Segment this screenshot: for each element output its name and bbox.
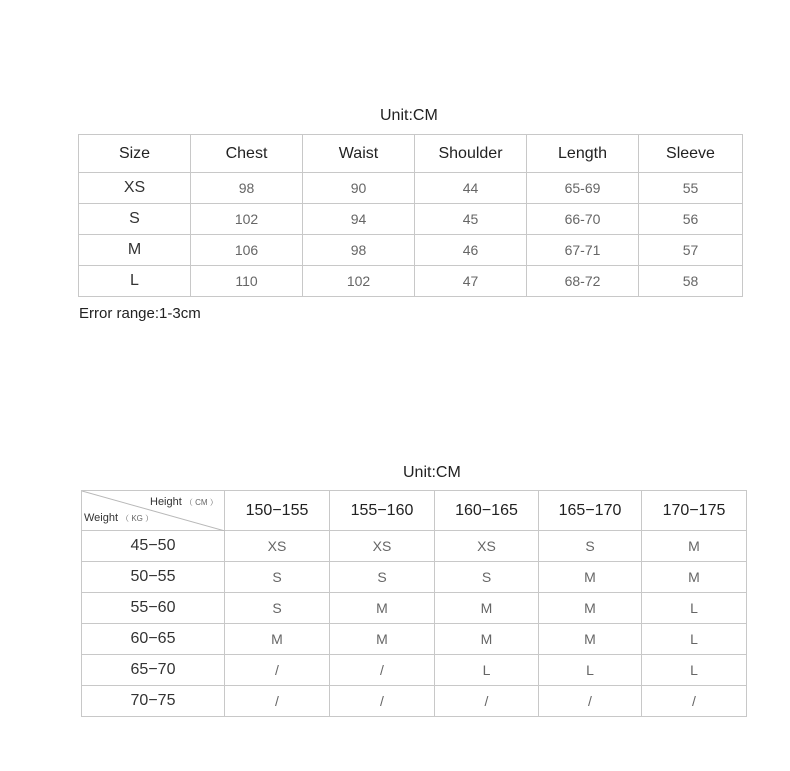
size-cell: / xyxy=(435,686,539,717)
weight-cell: 45−50 xyxy=(82,531,225,562)
weight-cell: 65−70 xyxy=(82,655,225,686)
size-cell: L xyxy=(539,655,642,686)
size-cell: / xyxy=(539,686,642,717)
size-cell: / xyxy=(642,686,747,717)
size-chart-unit: Unit:CM xyxy=(380,107,438,124)
shoulder-cell: 44 xyxy=(415,173,527,204)
header-length: Length xyxy=(527,135,639,173)
weight-cell: 60−65 xyxy=(82,624,225,655)
chest-cell: 98 xyxy=(191,173,303,204)
size-cell: M xyxy=(642,531,747,562)
size-cell: S xyxy=(225,593,330,624)
chest-cell: 102 xyxy=(191,204,303,235)
size-cell: M xyxy=(539,562,642,593)
size-cell: M xyxy=(642,562,747,593)
size-cell: M xyxy=(79,235,191,266)
size-cell: M xyxy=(435,624,539,655)
table-row xyxy=(82,531,747,562)
length-cell: 67-71 xyxy=(527,235,639,266)
table-row xyxy=(82,686,747,717)
weight-cell: 50−55 xyxy=(82,562,225,593)
height-axis-label: Height （ CM ） xyxy=(150,496,218,508)
length-cell: 65-69 xyxy=(527,173,639,204)
size-cell: / xyxy=(330,686,435,717)
length-cell: 66-70 xyxy=(527,204,639,235)
fit-chart-table xyxy=(81,490,747,717)
waist-cell: 98 xyxy=(303,235,415,266)
size-cell: XS xyxy=(225,531,330,562)
size-cell: M xyxy=(435,593,539,624)
table-row xyxy=(79,266,743,297)
sleeve-cell: 56 xyxy=(639,204,743,235)
size-cell: M xyxy=(330,624,435,655)
table-row xyxy=(79,173,743,204)
height-header: 160−165 xyxy=(435,491,539,531)
header-shoulder: Shoulder xyxy=(415,135,527,173)
size-cell: / xyxy=(330,655,435,686)
table-row xyxy=(82,624,747,655)
height-header: 150−155 xyxy=(225,491,330,531)
size-cell: / xyxy=(225,686,330,717)
fit-chart-unit: Unit:CM xyxy=(403,464,461,481)
table-row xyxy=(82,562,747,593)
header-chest: Chest xyxy=(191,135,303,173)
size-cell: S xyxy=(539,531,642,562)
size-cell: / xyxy=(225,655,330,686)
size-cell: S xyxy=(330,562,435,593)
size-cell: L xyxy=(79,266,191,297)
size-cell: M xyxy=(539,593,642,624)
shoulder-cell: 45 xyxy=(415,204,527,235)
size-cell: XS xyxy=(330,531,435,562)
height-header: 155−160 xyxy=(330,491,435,531)
size-cell: L xyxy=(435,655,539,686)
size-cell: M xyxy=(330,593,435,624)
chest-cell: 106 xyxy=(191,235,303,266)
size-cell: L xyxy=(642,593,747,624)
waist-cell: 90 xyxy=(303,173,415,204)
size-cell: L xyxy=(642,624,747,655)
chest-cell: 110 xyxy=(191,266,303,297)
size-cell: M xyxy=(539,624,642,655)
size-cell: XS xyxy=(435,531,539,562)
corner-diagonal-cell xyxy=(82,491,225,531)
weight-cell: 70−75 xyxy=(82,686,225,717)
length-cell: 68-72 xyxy=(527,266,639,297)
header-waist: Waist xyxy=(303,135,415,173)
weight-cell: 55−60 xyxy=(82,593,225,624)
size-cell: S xyxy=(225,562,330,593)
error-range-note: Error range:1-3cm xyxy=(79,305,201,322)
size-cell: S xyxy=(79,204,191,235)
size-chart-table xyxy=(78,134,743,297)
waist-cell: 102 xyxy=(303,266,415,297)
height-header: 170−175 xyxy=(642,491,747,531)
table-row xyxy=(79,235,743,266)
size-cell: S xyxy=(435,562,539,593)
shoulder-cell: 47 xyxy=(415,266,527,297)
weight-axis-label: Weight （ KG ） xyxy=(84,512,154,524)
waist-cell: 94 xyxy=(303,204,415,235)
height-header: 165−170 xyxy=(539,491,642,531)
header-sleeve: Sleeve xyxy=(639,135,743,173)
size-cell: M xyxy=(225,624,330,655)
sleeve-cell: 57 xyxy=(639,235,743,266)
shoulder-cell: 46 xyxy=(415,235,527,266)
table-row xyxy=(79,204,743,235)
table-row xyxy=(82,655,747,686)
table-row xyxy=(82,593,747,624)
size-cell: L xyxy=(642,655,747,686)
sleeve-cell: 55 xyxy=(639,173,743,204)
header-size: Size xyxy=(79,135,191,173)
size-cell: XS xyxy=(79,173,191,204)
sleeve-cell: 58 xyxy=(639,266,743,297)
